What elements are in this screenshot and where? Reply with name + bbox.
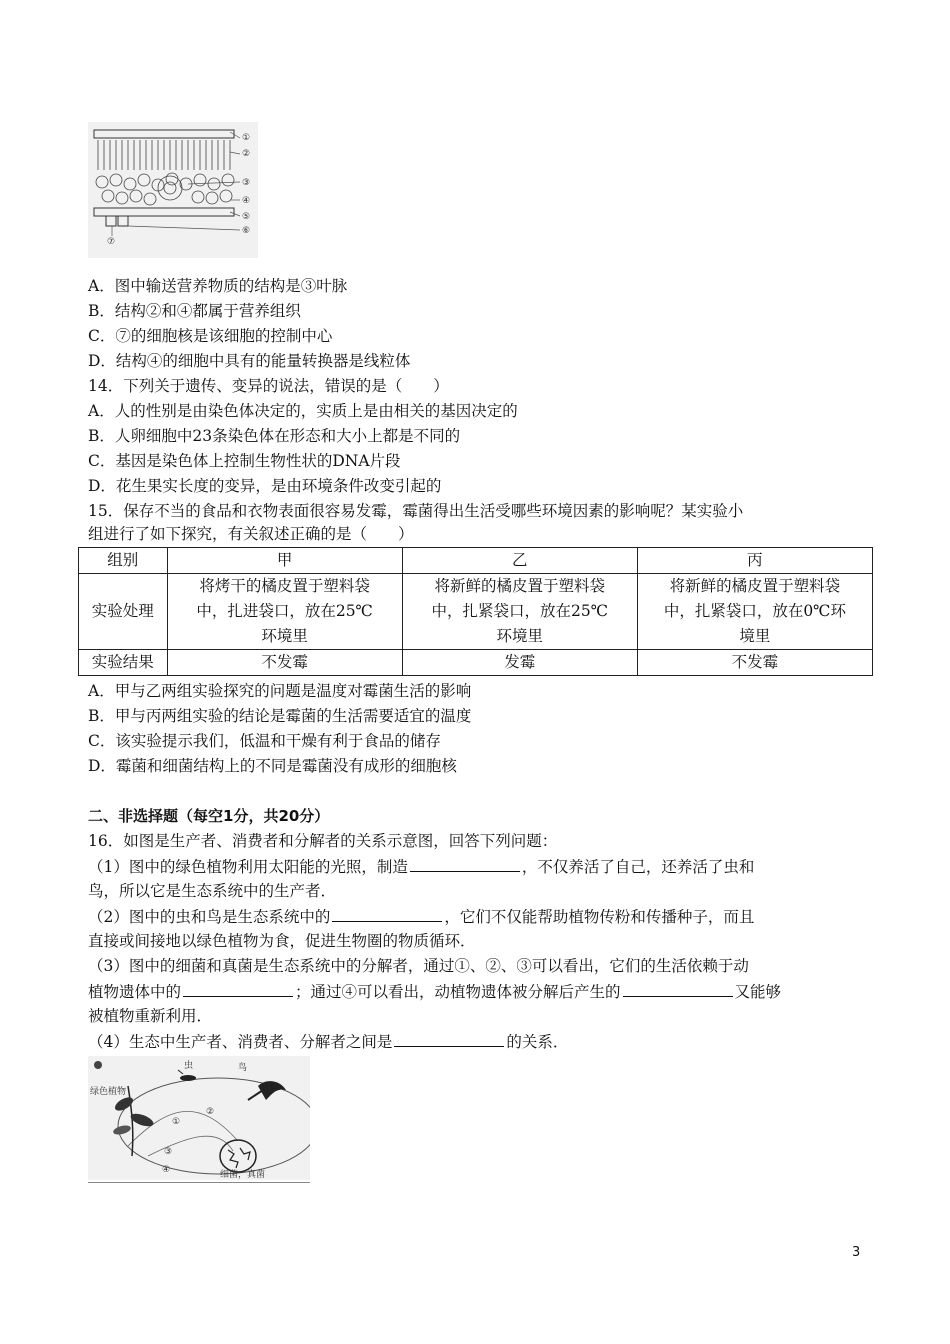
- leaf-diagram: [88, 122, 258, 258]
- sun-icon: [94, 1061, 102, 1069]
- table-header-cell: 甲: [167, 548, 402, 574]
- eco-num-3: ③: [164, 1147, 173, 1157]
- table-header-row: [79, 548, 873, 574]
- insect-icon: [178, 1070, 196, 1081]
- decomposer-label: 细菌，真菌: [220, 1170, 266, 1180]
- q15-stem-line2: 组进行了如下探究，有关叙述正确的是（ ）: [88, 525, 414, 543]
- decomposer-icon: [220, 1140, 256, 1172]
- q16-p3c: ；通过④可以看出，动植物遗体被分解后产生的: [295, 983, 621, 1001]
- cell-line: 境里: [739, 627, 771, 645]
- insect-label: 虫: [184, 1061, 194, 1071]
- leaf-label-7: ⑦: [107, 237, 116, 247]
- q16-part1-line2: 鸟，所以它是生态系统中的生产者．: [88, 882, 337, 900]
- q14-option-a: A．人的性别是由染色体决定的，实质上是由相关的基因决定的: [88, 402, 518, 420]
- cell-line: 将烤干的橘皮置于塑料袋: [199, 577, 370, 595]
- figure-baseline-rule: [88, 1182, 310, 1183]
- q14-option-d: D．花生果实长度的变异，是由环境条件改变引起的: [88, 477, 442, 495]
- q16-p1a: （1）图中的绿色植物利用太阳能的光照，制造: [88, 858, 408, 876]
- q14-option-c: C．基因是染色体上控制生物性状的DNA片段: [88, 452, 401, 470]
- q13-option-c: C．⑦的细胞核是该细胞的控制中心: [88, 327, 333, 345]
- q16-p2a: （2）图中的虫和鸟是生态系统中的: [88, 908, 331, 926]
- table-row: [79, 650, 873, 676]
- answer-blank-5[interactable]: [394, 1030, 504, 1047]
- q14-stem: 14．下列关于遗传、变异的说法，错误的是（ ）: [88, 377, 449, 395]
- cell-line: 中，扎紧袋口，放在25℃: [431, 602, 609, 620]
- bird-label: 鸟: [238, 1063, 248, 1073]
- q16-part1-line1: [88, 855, 754, 878]
- q13-option-d: D．结构④的细胞中具有的能量转换器是线粒体: [88, 352, 411, 370]
- q16-p3b: 植物遗体中的: [88, 983, 182, 1001]
- q16-p1b: ，不仅养活了自己，还养活了虫和: [521, 858, 755, 876]
- cell-line: 环境里: [496, 627, 544, 645]
- q16-part4-line1: [88, 1030, 568, 1053]
- q15-stem-line1: 15．保存不当的食品和衣物表面很容易发霉，霉菌得出生活受哪些环境因素的影响呢？某实验小: [88, 502, 744, 520]
- leaf-label-1: ①: [242, 133, 251, 143]
- cell-line: 将新鲜的橘皮置于塑料袋: [669, 577, 841, 595]
- q14-option-b: B．人卵细胞中23条染色体在形态和大小上都是不同的: [88, 427, 461, 445]
- q15-option-a: A．甲与乙两组实验探究的问题是温度对霉菌生活的影响: [88, 682, 472, 700]
- page-number: 3: [852, 1245, 861, 1260]
- table-row-label: 实验处理: [79, 574, 168, 650]
- leaf-label-6: ⑥: [242, 226, 251, 236]
- table-cell: [167, 574, 402, 650]
- q16-p3d: 又能够: [734, 983, 782, 1001]
- ecosystem-figure: [88, 1056, 310, 1180]
- q15-option-d: D．霉菌和细菌结构上的不同是霉菌没有成形的细胞核: [88, 757, 457, 775]
- leaf-label-4: ④: [242, 196, 251, 206]
- answer-blank-4[interactable]: [623, 980, 733, 997]
- leaf-cross-section-figure: [88, 122, 258, 258]
- eco-num-2: ②: [206, 1107, 215, 1117]
- leaf-label-3: ③: [242, 178, 251, 188]
- cell-line: 中，扎进袋口，放在25℃: [196, 602, 373, 620]
- table-row: [79, 574, 873, 650]
- table-cell: [637, 574, 872, 650]
- q16-part3-line2: [88, 980, 781, 1003]
- table-cell: 发霉: [402, 650, 637, 676]
- leaf-label-2: ②: [242, 149, 251, 159]
- cell-line: 中，扎紧袋口，放在0℃环: [663, 602, 847, 620]
- plant-icon: [94, 1061, 155, 1156]
- eco-num-4: ④: [162, 1165, 171, 1175]
- table-header-cell: 丙: [637, 548, 872, 574]
- cell-line: 将新鲜的橘皮置于塑料袋: [434, 577, 606, 595]
- q16-p2b: ，它们不仅能帮助植物传粉和传播种子，而且: [444, 908, 755, 926]
- q16-part3-line1: （3）图中的细菌和真菌是生态系统中的分解者，通过①、②、③可以看出，它们的生活依赖于动: [88, 957, 749, 975]
- table-cell: [402, 574, 637, 650]
- q13-option-b: B．结构②和④都属于营养组织: [88, 302, 301, 320]
- experiment-table: [78, 547, 873, 676]
- bird-icon: [248, 1081, 286, 1100]
- q16-part3-line3: 被植物重新利用．: [88, 1007, 213, 1025]
- answer-blank-3[interactable]: [183, 980, 293, 997]
- cell-line: 环境里: [261, 627, 308, 645]
- eco-num-1: ①: [172, 1117, 181, 1127]
- q16-part2-line2: 直接或间接地以绿色植物为食，促进生物圈的物质循环．: [88, 932, 476, 950]
- plant-label: 绿色植物: [90, 1087, 127, 1097]
- q16-p4b: 的关系．: [506, 1033, 569, 1051]
- answer-blank-2[interactable]: [332, 905, 442, 922]
- table-row-label: 实验结果: [79, 650, 168, 676]
- q13-option-a: A．图中输送营养物质的结构是③叶脉: [88, 277, 348, 295]
- q16-part2-line1: [88, 905, 754, 928]
- answer-blank-1[interactable]: [410, 855, 520, 872]
- q16-p4a: （4）生态中生产者、消费者、分解者之间是: [88, 1033, 393, 1051]
- q15-option-b: B．甲与丙两组实验的结论是霉菌的生活需要适宜的温度: [88, 707, 472, 725]
- table-header-cell: 组别: [79, 548, 168, 574]
- section-heading: 二、非选择题（每空1分，共20分）: [88, 807, 330, 825]
- ecosystem-diagram: [88, 1056, 310, 1180]
- table-cell: 不发霉: [167, 650, 402, 676]
- q15-option-c: C．该实验提示我们，低温和干燥有利于食品的储存: [88, 732, 441, 750]
- table-cell: 不发霉: [637, 650, 872, 676]
- q16-stem: 16．如图是生产者、消费者和分解者的关系示意图，回答下列问题：: [88, 832, 558, 850]
- table-header-cell: 乙: [402, 548, 637, 574]
- leaf-label-5: ⑤: [242, 212, 251, 222]
